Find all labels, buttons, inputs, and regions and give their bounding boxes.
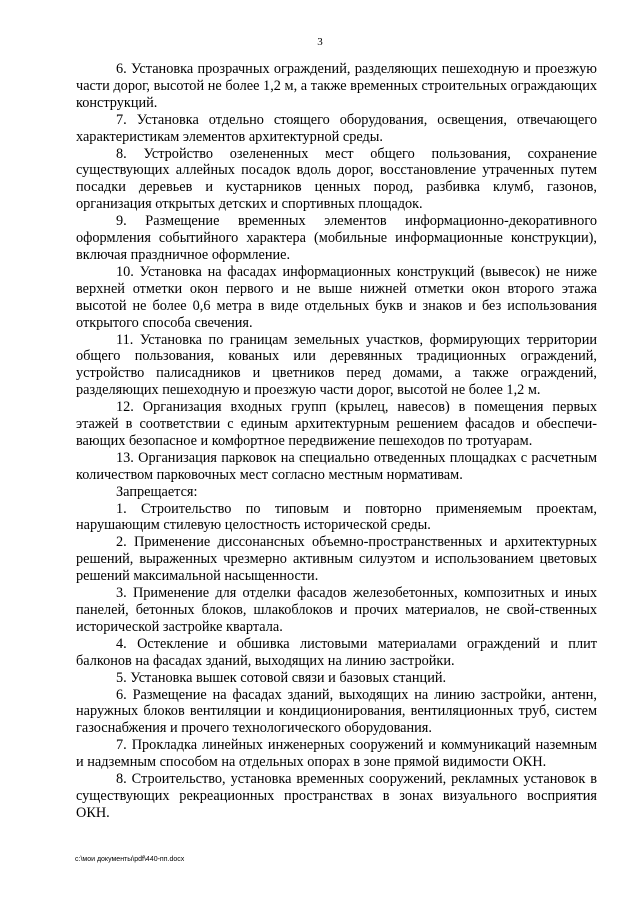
paragraph: 3. Применение для отделки фасадов железобетонных, композитных и иных панелей, бетонных блоков, шлакоблоков и прочих материалов, не свой-ственных исторической застройке квартала. bbox=[76, 585, 597, 635]
paragraph: 8. Строительство, установка временных сооружений, рекламных установок в существующих рекреационных пространствах в зонах визуального восприятия ОКН. bbox=[76, 771, 597, 821]
paragraph: 6. Установка прозрачных ограждений, разделяющих пешеходную и проезжую части дорог, высотой не более 1,2 м, а также временных строительных ограждающих конструкций. bbox=[76, 61, 597, 111]
paragraph: 5. Установка вышек сотовой связи и базовых станций. bbox=[116, 669, 447, 686]
file-path-footer: c:\мои документы\pdf\440-пп.docx bbox=[75, 856, 185, 863]
page-number: 3 bbox=[317, 36, 323, 48]
document-body bbox=[76, 61, 597, 822]
section-heading-prohibited: Запрещается: bbox=[116, 483, 198, 500]
paragraph: 7. Установка отдельно стоящего оборудования, освещения, отвечающего характеристикам элементов архитектурной среды. bbox=[76, 111, 597, 145]
paragraph: 4. Остекление и обшивка листовыми материалами ограждений и плит балконов на фасадах зданий, выходящих на линию застройки. bbox=[76, 635, 597, 669]
paragraph: 2. Применение диссонансных объемно-пространственных и архитектурных решений, выраженных чрезмерно активным силуэтом и использованием цветовых решений максимальной насыщенности. bbox=[76, 534, 597, 585]
paragraph: 9. Размещение временных элементов информационно-декоративного оформления событийного характера (мобильные информационные конструкции), включая праздничное оформление. bbox=[76, 213, 597, 263]
paragraph: 6. Размещение на фасадах зданий, выходящих на линию застройки, антенн, наружных блоков вентиляции и кондиционирования, вентиляционных труб, систем газоснабжения и прочего технологического оборудования. bbox=[76, 686, 597, 737]
paragraph: 12. Организация входных групп (крылец, навесов) в помещения первых этажей в соответствии с единым архитектурным решением фасадов и обеспечи-вающих безопасное и комфортное передвижение пешеходов по тротуарам. bbox=[76, 399, 597, 449]
paragraph: 10. Установка на фасадах информационных конструкций (вывесок) не ниже верхней отметки окон первого и не выше нижней отметки окон второго этажа высотой не более 0,6 метра в виде отдельных букв и знаков и без использования открытого способа свечения. bbox=[76, 263, 597, 331]
paragraph: 8. Устройство озелененных мест общего пользования, сохранение существующих аллейных посадок вдоль дорог, восстановление утраченных путем посадки деревьев и кустарников ценных пород, разбивка клумб, газонов, организация открытых детских и спортивных площадок. bbox=[76, 145, 597, 213]
paragraph: 1. Строительство по типовым и повторно применяемым проектам, нарушающим стилевую целостность исторической среды. bbox=[76, 500, 597, 534]
paragraph: 7. Прокладка линейных инженерных сооружений и коммуникаций наземным и надземным способом на отдельных опорах в зоне прямой видимости ОКН. bbox=[76, 737, 597, 771]
paragraph: 11. Установка по границам земельных участков, формирующих территории общего пользования, кованых или деревянных традиционных ограждений, устройство палисадников и цветников перед домами, а также ограждений, разделяющих пешеходную и проезжую части дорог, высотой не более 1,2 м. bbox=[76, 331, 597, 399]
paragraph: 13. Организация парковок на специально отведенных площадках с расчетным количеством парковочных мест согласно местным нормативам. bbox=[76, 449, 597, 483]
